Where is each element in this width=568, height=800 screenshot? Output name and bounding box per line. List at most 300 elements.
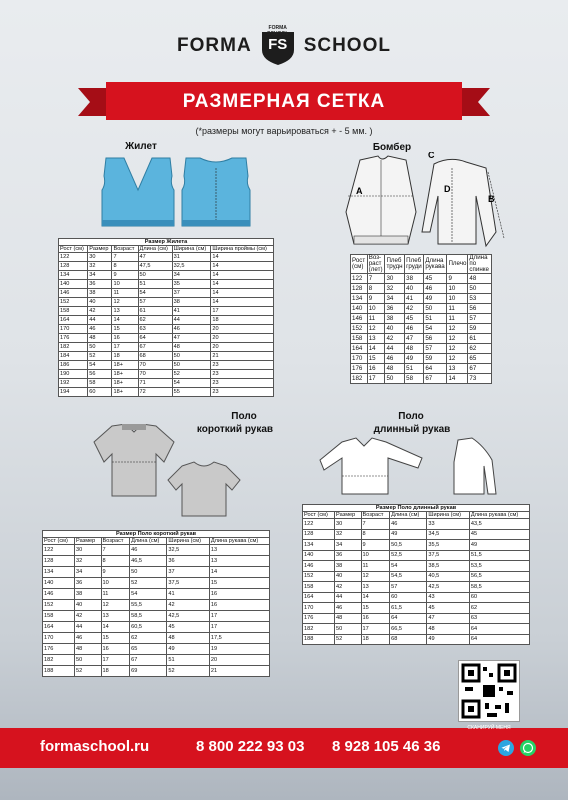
table-cell: 14 — [101, 622, 130, 633]
table-cell: 54 — [172, 379, 211, 388]
table-cell: 182 — [59, 343, 88, 352]
table-cell: 42,5 — [427, 582, 469, 593]
table-cell: 44 — [335, 592, 362, 603]
table-cell: 7 — [101, 545, 130, 556]
table-cell: 122 — [59, 253, 88, 262]
table-cell: 182 — [303, 624, 335, 635]
page-title: РАЗМЕРНАЯ СЕТКА — [182, 91, 386, 112]
table-cell: 11 — [447, 314, 468, 324]
table-cell: 192 — [59, 379, 88, 388]
table-cell: 48 — [172, 343, 211, 352]
table-cell: 40 — [75, 600, 102, 611]
table-cell: 35 — [172, 280, 211, 289]
table-cell: 48 — [75, 644, 102, 655]
table-cell: 8 — [112, 262, 138, 271]
table-cell: 14 — [211, 298, 274, 307]
table-cell: 50 — [424, 304, 447, 314]
table-cell: 13 — [101, 611, 130, 622]
table-cell: 20 — [209, 655, 269, 666]
table-row — [303, 540, 530, 551]
table-cell: 62 — [469, 603, 529, 614]
table-cell: 17 — [101, 655, 130, 666]
table-cell: 7 — [112, 253, 138, 262]
table-cell: 9 — [361, 540, 390, 551]
table-cell: 12 — [447, 354, 468, 364]
table-cell: 60 — [390, 592, 427, 603]
table-row — [59, 361, 274, 370]
table-cell: 46,5 — [130, 556, 167, 567]
table-cell: 67 — [424, 374, 447, 384]
table-cell: 64 — [469, 634, 529, 645]
table-row — [351, 294, 492, 304]
table-cell: 164 — [59, 316, 88, 325]
table-cell: 176 — [351, 364, 368, 374]
phone-2[interactable]: 8 928 105 46 36 — [332, 738, 441, 755]
table-row — [303, 519, 530, 530]
table-cell: 37 — [172, 289, 211, 298]
qr-scan-label: СКАНИРУЙ МЕНЯ — [467, 725, 511, 731]
polo-long-illustration — [318, 436, 504, 500]
table-cell: 65 — [468, 354, 492, 364]
table-cell: 23 — [211, 388, 274, 397]
brand-logo — [0, 24, 568, 68]
table-row — [351, 314, 492, 324]
table-cell: 38 — [172, 298, 211, 307]
table-cell: 7 — [361, 519, 390, 530]
table-cell: 164 — [351, 344, 368, 354]
table-cell: 46 — [405, 324, 424, 334]
bomber-illustration — [338, 152, 514, 248]
table-cell: 38 — [335, 561, 362, 572]
table-cell: 55,5 — [130, 600, 167, 611]
table-cell: 186 — [59, 361, 88, 370]
table-cell: 34 — [385, 294, 405, 304]
table-cell: 47 — [427, 613, 469, 624]
table-cell: 188 — [43, 666, 75, 677]
table-cell: 56 — [468, 304, 492, 314]
table-cell: 15 — [112, 325, 138, 334]
column-header: Возраст — [112, 246, 138, 253]
phone-1[interactable]: 8 800 222 93 03 — [196, 738, 305, 755]
table-cell: 54 — [138, 289, 172, 298]
column-header: Воз-раст (лет) — [367, 255, 385, 274]
table-cell: 50 — [172, 361, 211, 370]
table-cell: 23 — [211, 370, 274, 379]
table-row — [43, 567, 270, 578]
table-cell: 14 — [447, 374, 468, 384]
table-row — [43, 589, 270, 600]
table-cell: 19 — [209, 644, 269, 655]
table-cell: 49 — [167, 644, 209, 655]
table-cell: 49 — [469, 540, 529, 551]
table-cell: 72 — [138, 388, 172, 397]
table-cell: 152 — [351, 324, 368, 334]
table-cell: 45 — [167, 622, 209, 633]
table-cell: 32 — [88, 262, 112, 271]
table-cell: 40 — [405, 284, 424, 294]
bomber-size-table — [350, 254, 492, 384]
table-cell: 64 — [138, 334, 172, 343]
table-cell: 45 — [427, 603, 469, 614]
table-cell: 21 — [211, 352, 274, 361]
table-cell: 9 — [112, 271, 138, 280]
table-row — [303, 603, 530, 614]
table-cell: 59 — [424, 354, 447, 364]
table-row — [351, 284, 492, 294]
table-cell: 52 — [172, 370, 211, 379]
table-cell: 70 — [138, 361, 172, 370]
table-cell: 54 — [390, 561, 427, 572]
table-cell: 10 — [367, 304, 385, 314]
table-cell: 38 — [88, 289, 112, 298]
column-header: Плечо — [447, 255, 468, 274]
telegram-icon[interactable] — [498, 740, 514, 756]
table-cell: 50 — [172, 352, 211, 361]
column-header: Ширина (см) — [167, 538, 209, 545]
table-cell: 20 — [211, 325, 274, 334]
column-header: Длина рукава (см) — [209, 538, 269, 545]
table-cell: 16 — [209, 589, 269, 600]
table-row — [59, 280, 274, 289]
table-cell: 13 — [447, 364, 468, 374]
vest-heading: Жилет — [125, 141, 157, 152]
table-cell: 12 — [367, 324, 385, 334]
table-cell: 122 — [303, 519, 335, 530]
table-cell: 158 — [59, 307, 88, 316]
table-cell: 48 — [167, 633, 209, 644]
table-cell: 62 — [138, 316, 172, 325]
table-cell: 30 — [88, 253, 112, 262]
column-header: Длина (см) — [130, 538, 167, 545]
table-cell: 14 — [211, 262, 274, 271]
table-cell: 182 — [43, 655, 75, 666]
table-cell: 21 — [209, 666, 269, 677]
table-cell: 146 — [351, 314, 368, 324]
table-cell: 50 — [130, 567, 167, 578]
table-cell: 56 — [88, 370, 112, 379]
table-cell: 64 — [424, 364, 447, 374]
table-cell: 65 — [130, 644, 167, 655]
table-cell: 170 — [351, 354, 368, 364]
table-row — [59, 298, 274, 307]
table-cell: 59 — [468, 324, 492, 334]
table-cell: 38,5 — [427, 561, 469, 572]
table-cell: 140 — [59, 280, 88, 289]
table-cell: 13 — [209, 556, 269, 567]
table-cell: 70 — [138, 370, 172, 379]
table-cell: 10 — [447, 294, 468, 304]
table-cell: 23 — [211, 379, 274, 388]
table-cell: 16 — [367, 364, 385, 374]
emblem-letters: FS — [268, 36, 288, 53]
bomber-label-a: A — [356, 186, 363, 196]
table-row — [43, 578, 270, 589]
table-row — [43, 556, 270, 567]
table-row — [43, 600, 270, 611]
table-cell: 64 — [390, 613, 427, 624]
table-cell: 49 — [405, 354, 424, 364]
column-header: Рост (см) — [351, 255, 368, 274]
table-cell: 36 — [88, 280, 112, 289]
table-cell: 52 — [335, 634, 362, 645]
table-cell: 42 — [88, 307, 112, 316]
table-row — [351, 304, 492, 314]
table-row — [303, 571, 530, 582]
table-cell: 146 — [59, 289, 88, 298]
table-cell: 41 — [405, 294, 424, 304]
table-cell: 48 — [335, 613, 362, 624]
table-cell: 7 — [367, 274, 385, 284]
table-cell: 45 — [469, 529, 529, 540]
table-cell: 164 — [303, 592, 335, 603]
table-cell: 134 — [351, 294, 368, 304]
table-cell: 17 — [361, 624, 390, 635]
table-cell: 51 — [167, 655, 209, 666]
table-cell: 44 — [172, 316, 211, 325]
table-cell: 11 — [367, 314, 385, 324]
qr-code[interactable] — [458, 660, 520, 722]
vest-size-table — [58, 238, 274, 397]
table-cell: 40 — [385, 324, 405, 334]
table-cell: 38 — [385, 314, 405, 324]
table-cell: 48 — [405, 344, 424, 354]
table-cell: 56,5 — [469, 571, 529, 582]
table-row — [43, 622, 270, 633]
table-cell: 52,5 — [390, 550, 427, 561]
table-cell: 57 — [424, 344, 447, 354]
table-cell: 36 — [385, 304, 405, 314]
table-cell: 57 — [468, 314, 492, 324]
table-cell: 50 — [75, 655, 102, 666]
table-cell: 35,5 — [427, 540, 469, 551]
table-cell: 16 — [209, 600, 269, 611]
table-row — [303, 561, 530, 572]
column-header: Длина (см) — [390, 512, 427, 519]
table-cell: 17 — [211, 307, 274, 316]
column-header: Рост (см) — [59, 246, 88, 253]
table-cell: 122 — [43, 545, 75, 556]
table-cell: 58 — [405, 374, 424, 384]
table-cell: 42 — [167, 600, 209, 611]
whatsapp-icon[interactable] — [520, 740, 536, 756]
table-cell: 40,5 — [427, 571, 469, 582]
table-cell: 12 — [447, 344, 468, 354]
table-cell: 182 — [351, 374, 368, 384]
bomber-heading: Бомбер — [372, 142, 412, 153]
title-banner — [78, 82, 490, 122]
qr-code-icon — [459, 661, 519, 721]
polo-long-heading-1: Поло — [398, 411, 424, 422]
table-cell: 51,5 — [469, 550, 529, 561]
table-cell: 9 — [101, 567, 130, 578]
table-row — [59, 352, 274, 361]
table-cell: 146 — [43, 589, 75, 600]
table-row — [351, 274, 492, 284]
table-row — [351, 354, 492, 364]
column-header: Возраст — [101, 538, 130, 545]
table-cell: 30 — [385, 274, 405, 284]
table-cell: 11 — [447, 304, 468, 314]
table-cell: 158 — [43, 611, 75, 622]
table-cell: 12 — [112, 298, 138, 307]
table-row — [43, 666, 270, 677]
table-cell: 46 — [88, 325, 112, 334]
table-cell: 14 — [361, 592, 390, 603]
table-cell: 37 — [167, 567, 209, 578]
table-row — [303, 624, 530, 635]
table-cell: 164 — [43, 622, 75, 633]
table-cell: 41 — [172, 307, 211, 316]
bomber-label-d: D — [444, 184, 451, 194]
emblem-top-text: FORMA SCHOOL — [266, 25, 289, 37]
table-cell: 62 — [130, 633, 167, 644]
table-cell: 128 — [59, 262, 88, 271]
table-cell: 15 — [367, 354, 385, 364]
table-row — [59, 289, 274, 298]
table-cell: 36 — [335, 550, 362, 561]
table-cell: 34 — [172, 271, 211, 280]
table-row — [303, 613, 530, 624]
table-cell: 14 — [211, 280, 274, 289]
table-cell: 60 — [469, 592, 529, 603]
table-cell: 73 — [468, 374, 492, 384]
table-cell: 170 — [43, 633, 75, 644]
table-cell: 30 — [335, 519, 362, 530]
polo-long-table-caption: Размер Поло длинный рукав — [303, 505, 530, 512]
table-cell: 52 — [167, 666, 209, 677]
table-cell: 134 — [303, 540, 335, 551]
table-cell: 42 — [405, 304, 424, 314]
table-cell: 18+ — [112, 388, 138, 397]
table-row — [43, 633, 270, 644]
table-cell: 170 — [59, 325, 88, 334]
table-cell: 184 — [59, 352, 88, 361]
table-row — [351, 324, 492, 334]
table-cell: 43 — [427, 592, 469, 603]
table-cell: 49 — [427, 634, 469, 645]
table-cell: 69 — [130, 666, 167, 677]
table-cell: 18 — [211, 316, 274, 325]
polo-short-size-table — [42, 530, 270, 677]
table-cell: 44 — [385, 344, 405, 354]
table-cell: 32 — [385, 284, 405, 294]
column-header: Размер — [335, 512, 362, 519]
table-cell: 170 — [303, 603, 335, 614]
table-cell: 17 — [209, 611, 269, 622]
table-row — [59, 271, 274, 280]
table-cell: 34 — [88, 271, 112, 280]
table-row — [59, 388, 274, 397]
table-row — [351, 334, 492, 344]
vest-header-row — [59, 246, 274, 253]
table-cell: 40 — [88, 298, 112, 307]
column-header: Плеб груди — [405, 255, 424, 274]
table-cell: 176 — [59, 334, 88, 343]
table-row — [43, 611, 270, 622]
table-cell: 18 — [361, 634, 390, 645]
table-cell: 18+ — [112, 361, 138, 370]
table-cell: 16 — [361, 613, 390, 624]
table-cell: 47 — [138, 253, 172, 262]
table-cell: 42 — [75, 611, 102, 622]
table-cell: 47 — [405, 334, 424, 344]
column-header: Длина (см) — [138, 246, 172, 253]
polo-short-illustration — [76, 424, 256, 518]
table-cell: 16 — [112, 334, 138, 343]
table-cell: 68 — [138, 352, 172, 361]
polo-long-heading-2: длинный рукав — [373, 424, 451, 435]
table-row — [303, 592, 530, 603]
table-cell: 37,5 — [427, 550, 469, 561]
table-cell: 54 — [130, 589, 167, 600]
table-cell: 17 — [209, 622, 269, 633]
table-cell: 38 — [75, 589, 102, 600]
polo-long-header-row — [303, 512, 530, 519]
table-cell: 46 — [172, 325, 211, 334]
polo-long-size-table — [302, 504, 530, 645]
table-cell: 63 — [469, 613, 529, 624]
bomber-label-b: B — [488, 194, 495, 204]
table-cell: 42 — [335, 582, 362, 593]
table-cell: 15 — [361, 603, 390, 614]
table-cell: 152 — [59, 298, 88, 307]
table-cell: 49 — [390, 529, 427, 540]
table-cell: 13 — [112, 307, 138, 316]
table-cell: 67 — [138, 343, 172, 352]
table-cell: 17 — [367, 374, 385, 384]
table-row — [59, 253, 274, 262]
column-header: Возраст — [361, 512, 390, 519]
table-cell: 12 — [447, 324, 468, 334]
column-header: Ширина проймы (см) — [211, 246, 274, 253]
table-row — [43, 545, 270, 556]
table-cell: 152 — [303, 571, 335, 582]
table-cell: 18 — [101, 666, 130, 677]
table-cell: 57 — [390, 582, 427, 593]
table-cell: 52 — [75, 666, 102, 677]
table-cell: 8 — [367, 284, 385, 294]
table-row — [59, 334, 274, 343]
website-link[interactable]: formaschool.ru — [40, 738, 150, 755]
shield-emblem-icon — [260, 26, 296, 66]
table-row — [303, 550, 530, 561]
column-header: Длина рукава — [424, 255, 447, 274]
logo-word-right: SCHOOL — [303, 35, 391, 56]
table-cell: 13 — [209, 545, 269, 556]
table-cell: 10 — [361, 550, 390, 561]
table-cell: 18+ — [112, 379, 138, 388]
table-cell: 43,5 — [469, 519, 529, 530]
table-cell: 46 — [390, 519, 427, 530]
table-cell: 53,5 — [469, 561, 529, 572]
size-tolerance-note: (*размеры могут варьироваться + - 5 мм. ) — [195, 126, 373, 136]
table-cell: 52 — [88, 352, 112, 361]
table-row — [303, 529, 530, 540]
table-cell: 11 — [361, 561, 390, 572]
table-cell: 45 — [424, 274, 447, 284]
table-cell: 15 — [209, 578, 269, 589]
table-cell: 46 — [424, 284, 447, 294]
column-header: Размер — [88, 246, 112, 253]
table-cell: 44 — [88, 316, 112, 325]
table-cell: 47 — [172, 334, 211, 343]
table-cell: 12 — [447, 334, 468, 344]
table-cell: 10 — [112, 280, 138, 289]
table-cell: 51 — [138, 280, 172, 289]
table-cell: 42 — [385, 334, 405, 344]
table-cell: 46 — [385, 354, 405, 364]
bomber-label-c: C — [428, 152, 435, 160]
